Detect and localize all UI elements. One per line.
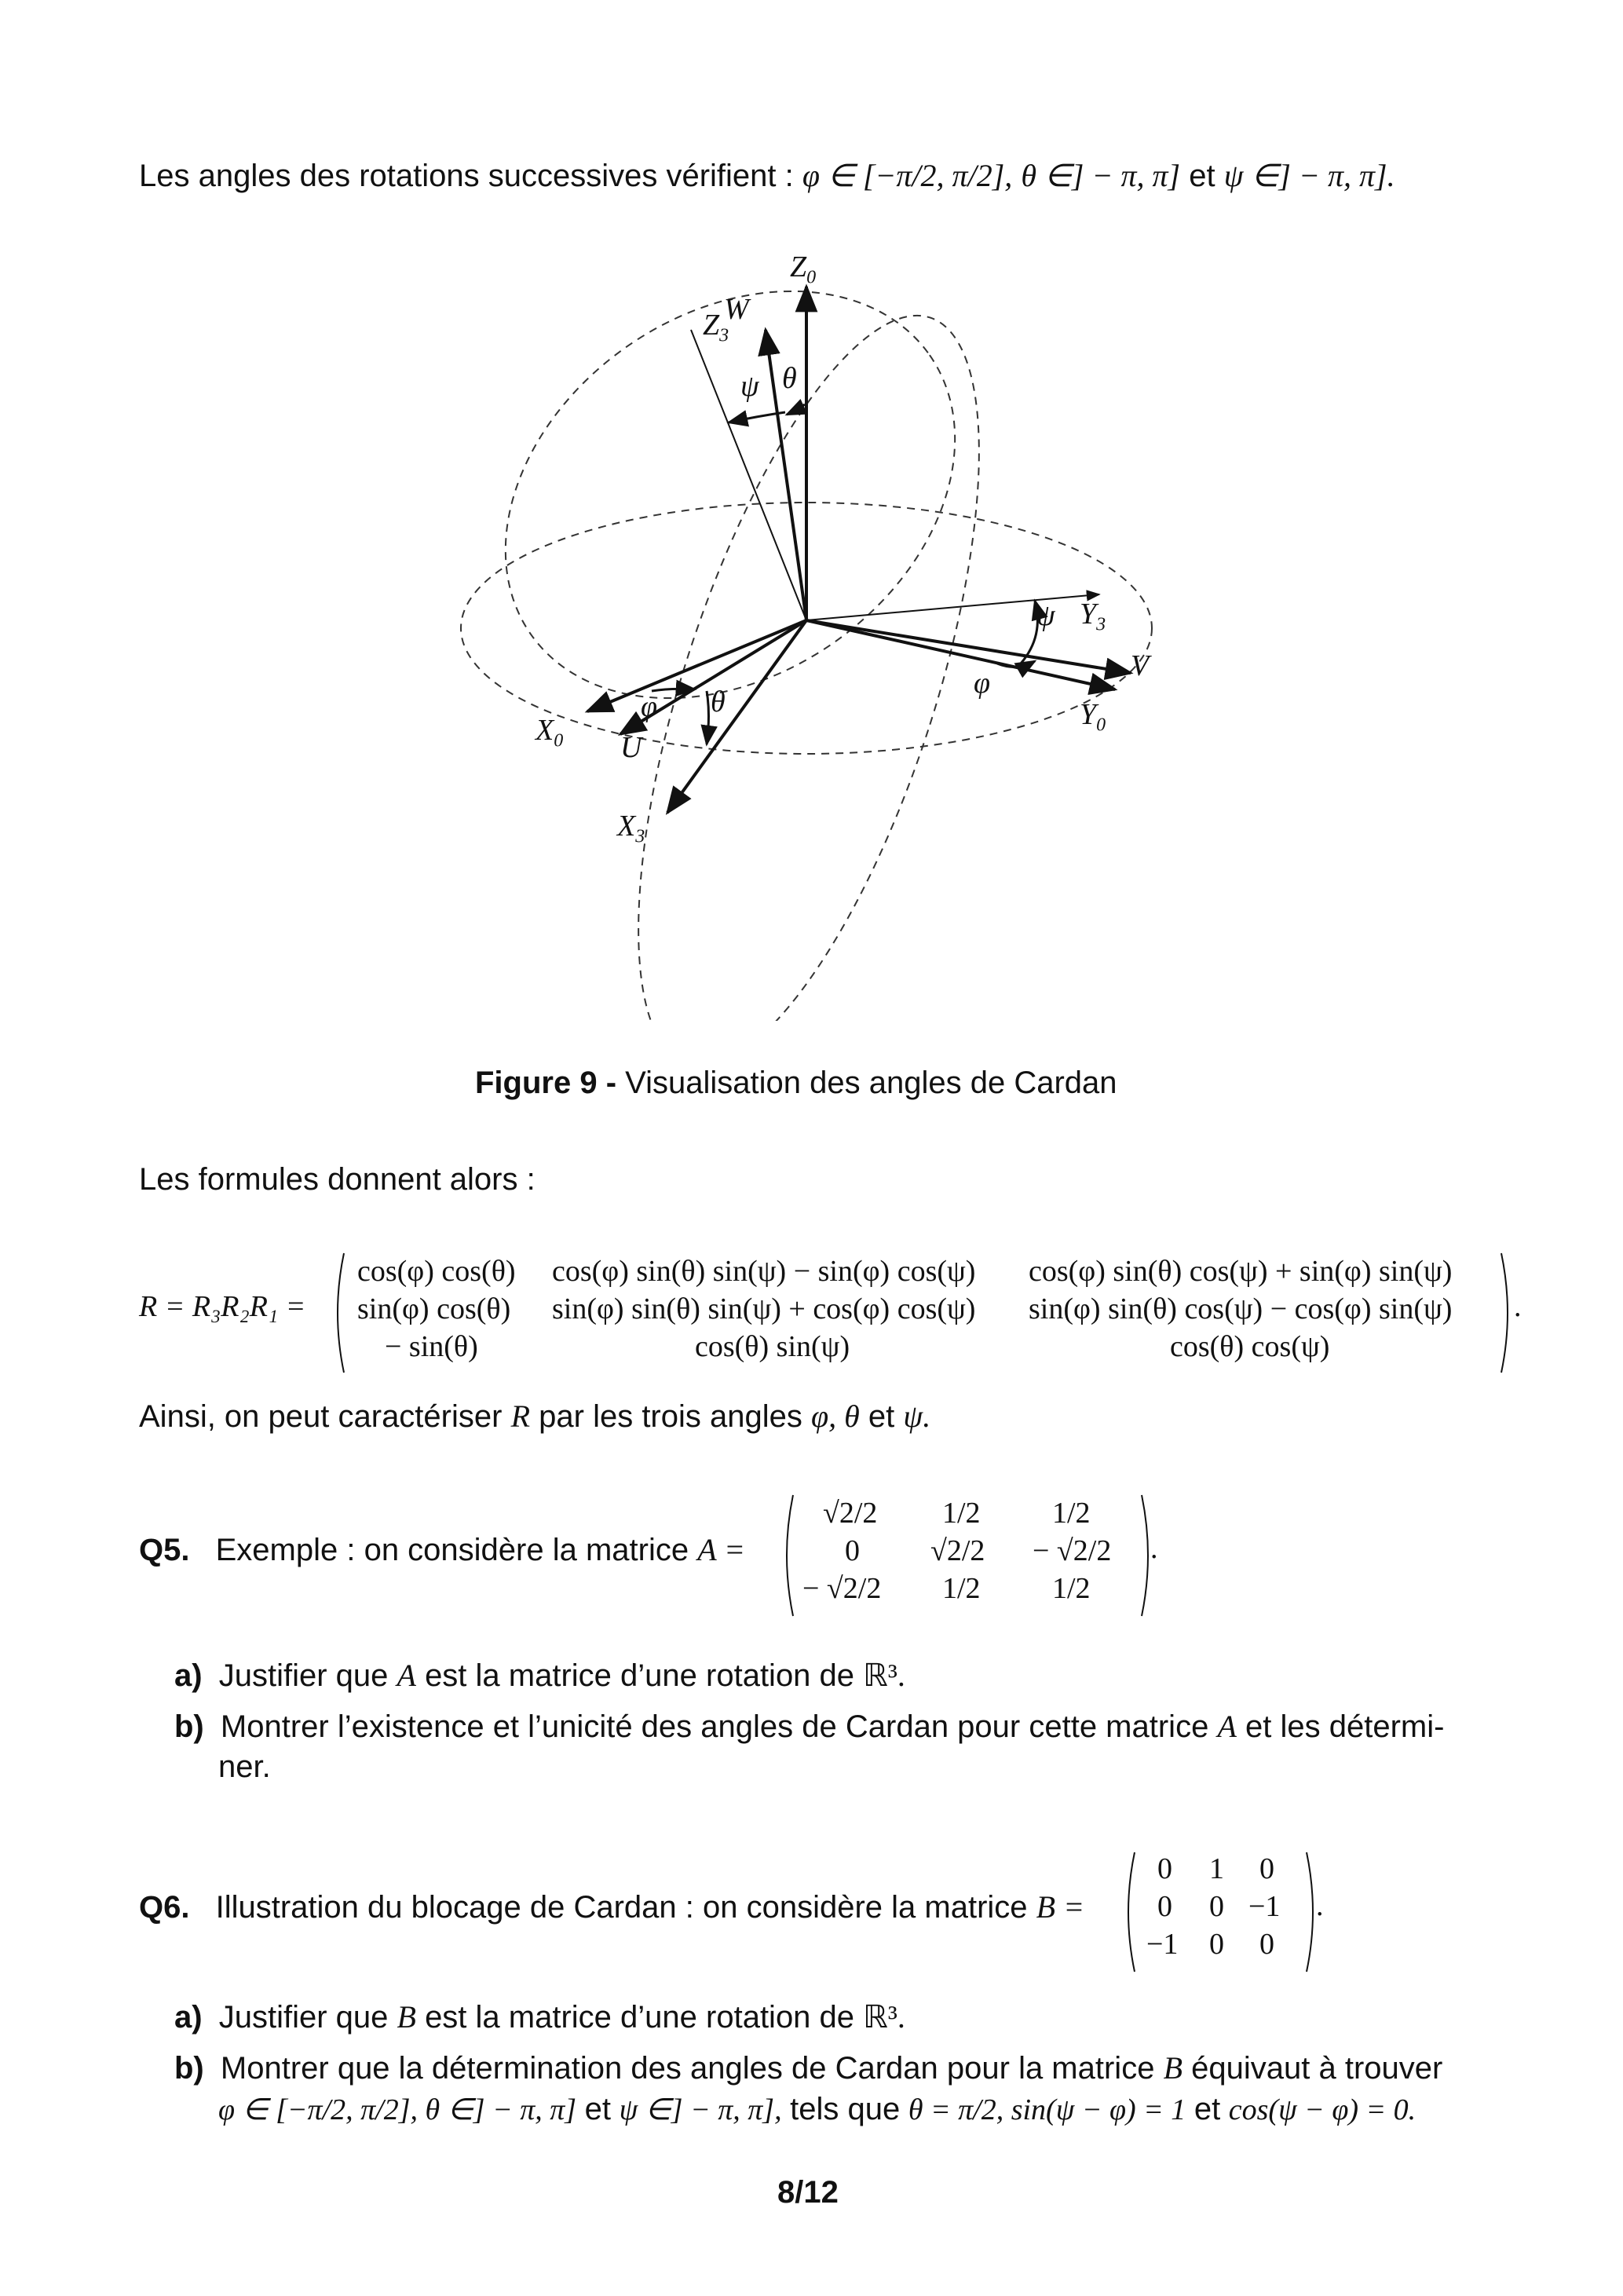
q6-label: Q6. (139, 1890, 190, 1925)
page-number: 8/12 (777, 2175, 839, 2210)
b-cell-3-2: 0 (1209, 1928, 1224, 1961)
q5-statement (139, 1531, 745, 1568)
q5-b-continuation: ner. (218, 1749, 271, 1784)
label-psi-right: ψ (1036, 599, 1055, 632)
q6-b-continuation: φ ∈ [−π/2, π/2], θ ∈] − π, π] et ψ ∈] − π, π], tels que θ = π/2, sin(ψ − φ) = 1 et cos(ψ − φ) = 0. (218, 2092, 1416, 2126)
label-theta-left: θ (711, 686, 726, 718)
r-cell-3-1: − sin(θ) (385, 1330, 478, 1363)
caption-text: Visualisation des angles de Cardan (625, 1066, 1117, 1100)
formulas-intro: Les formules donnent alors : (139, 1162, 536, 1197)
a-cell-1-2: 1/2 (942, 1497, 981, 1530)
a-cell-2-1: 0 (845, 1534, 860, 1567)
cond-phi: φ ∈ [−π/2, π/2], (802, 158, 1013, 193)
label-w: W (724, 293, 749, 326)
cardan-figure (0, 0, 1623, 1021)
q6-text: Illustration du blocage de Cardan : on considère la matrice (215, 1890, 1028, 1925)
r-cell-1-2: cos(φ) sin(θ) sin(ψ) − sin(φ) cos(ψ) (552, 1255, 976, 1288)
q6-statement (139, 1888, 1084, 1925)
r-cell-3-3: cos(θ) cos(ψ) (1170, 1330, 1330, 1363)
q5-a-label: a) (174, 1658, 203, 1693)
and-word: et (1189, 159, 1215, 193)
arc-theta-left (707, 691, 709, 744)
b-cell-1-3: 0 (1259, 1852, 1274, 1885)
label-z3: $Z_3$ (703, 309, 729, 346)
label-psi-top: ψ (740, 370, 759, 403)
caption-bold: Figure 9 - (475, 1066, 617, 1100)
a-cell-1-1: √2/2 (823, 1497, 878, 1530)
r-cell-2-2: sin(φ) sin(θ) sin(ψ) + cos(φ) cos(ψ) (552, 1292, 976, 1325)
label-x3: $X_3$ (617, 810, 645, 847)
axis-y0 (806, 620, 1115, 689)
r-cell-2-3: sin(φ) sin(θ) cos(ψ) − cos(φ) sin(ψ) (1029, 1292, 1453, 1325)
r-cell-3-2: cos(θ) sin(ψ) (695, 1330, 850, 1363)
q6-b-label: b) (174, 2051, 204, 2086)
r-cell-1-3: cos(φ) sin(θ) cos(ψ) + sin(φ) sin(ψ) (1029, 1255, 1453, 1288)
label-u: U (620, 731, 642, 764)
label-x0: $X_0$ (536, 714, 564, 751)
q5-text: Exemple : on considère la matrice (215, 1533, 689, 1567)
q5-lhs: A = (697, 1532, 745, 1567)
intro-text: Les angles des rotations successives vérifient : (139, 159, 794, 193)
label-z0: $Z_0$ (790, 250, 817, 288)
q6-a-label: a) (174, 2000, 203, 2035)
a-cell-2-3: − √2/2 (1033, 1534, 1112, 1567)
b-cell-2-2: 0 (1209, 1890, 1224, 1923)
label-phi-left: φ (641, 690, 658, 723)
q6-b: b) Montrer que la détermination des angles de Cardan pour la matrice B équivaut à trouver (174, 2050, 1443, 2086)
cond-theta: θ ∈] − π, π] (1021, 158, 1181, 193)
label-phi-right: φ (974, 667, 991, 700)
b-cell-1-2: 1 (1209, 1852, 1224, 1885)
r-cell-2-1: sin(φ) cos(θ) (357, 1292, 511, 1325)
matrix-r-left-bracket (328, 1250, 347, 1376)
b-cell-3-3: 0 (1259, 1928, 1274, 1961)
q5-a: a) Justifier que A est la matrice d’une rotation de ℝ³. (174, 1658, 905, 1693)
matrix-r-lhs: R = R₃R₂R₁ = (139, 1290, 306, 1323)
matrix-a-end: . (1150, 1532, 1158, 1565)
label-y3: $Y_3$ (1080, 598, 1106, 635)
matrix-a-left-bracket (777, 1492, 796, 1619)
a-cell-3-3: 1/2 (1052, 1572, 1091, 1605)
characterize-line: Ainsi, on peut caractériser R par les trois angles φ, θ et ψ. (139, 1398, 931, 1434)
matrix-b-left-bracket (1119, 1849, 1138, 1975)
cond-psi: ψ ∈] − π, π]. (1223, 158, 1395, 193)
figure-caption (475, 1066, 1117, 1101)
b-cell-2-3: −1 (1248, 1890, 1281, 1923)
a-cell-3-2: 1/2 (942, 1572, 981, 1605)
b-cell-1-1: 0 (1157, 1852, 1172, 1885)
label-v: V (1131, 649, 1150, 682)
matrix-b-end: . (1316, 1889, 1324, 1922)
q6-lhs: B = (1036, 1889, 1085, 1925)
q5-label: Q5. (139, 1533, 190, 1567)
r-cell-1-1: cos(φ) cos(θ) (357, 1255, 516, 1288)
a-cell-2-2: √2/2 (930, 1534, 985, 1567)
label-y0: $Y_0$ (1080, 698, 1106, 736)
q5-b-label: b) (174, 1709, 204, 1744)
axis-y3 (806, 594, 1099, 620)
b-cell-3-1: −1 (1146, 1928, 1179, 1961)
q5-b: b) Montrer l’existence et l’unicité des angles de Cardan pour cette matrice A et les détermi- (174, 1709, 1445, 1744)
b-cell-2-1: 0 (1157, 1890, 1172, 1923)
a-cell-1-3: 1/2 (1052, 1497, 1091, 1530)
a-cell-3-1: − √2/2 (802, 1572, 882, 1605)
label-theta-top: θ (782, 362, 797, 395)
matrix-r-end: . (1514, 1290, 1522, 1323)
q6-a: a) Justifier que B est la matrice d’une rotation de ℝ³. (174, 1999, 905, 2035)
meridian-circle-2 (568, 279, 1049, 1021)
